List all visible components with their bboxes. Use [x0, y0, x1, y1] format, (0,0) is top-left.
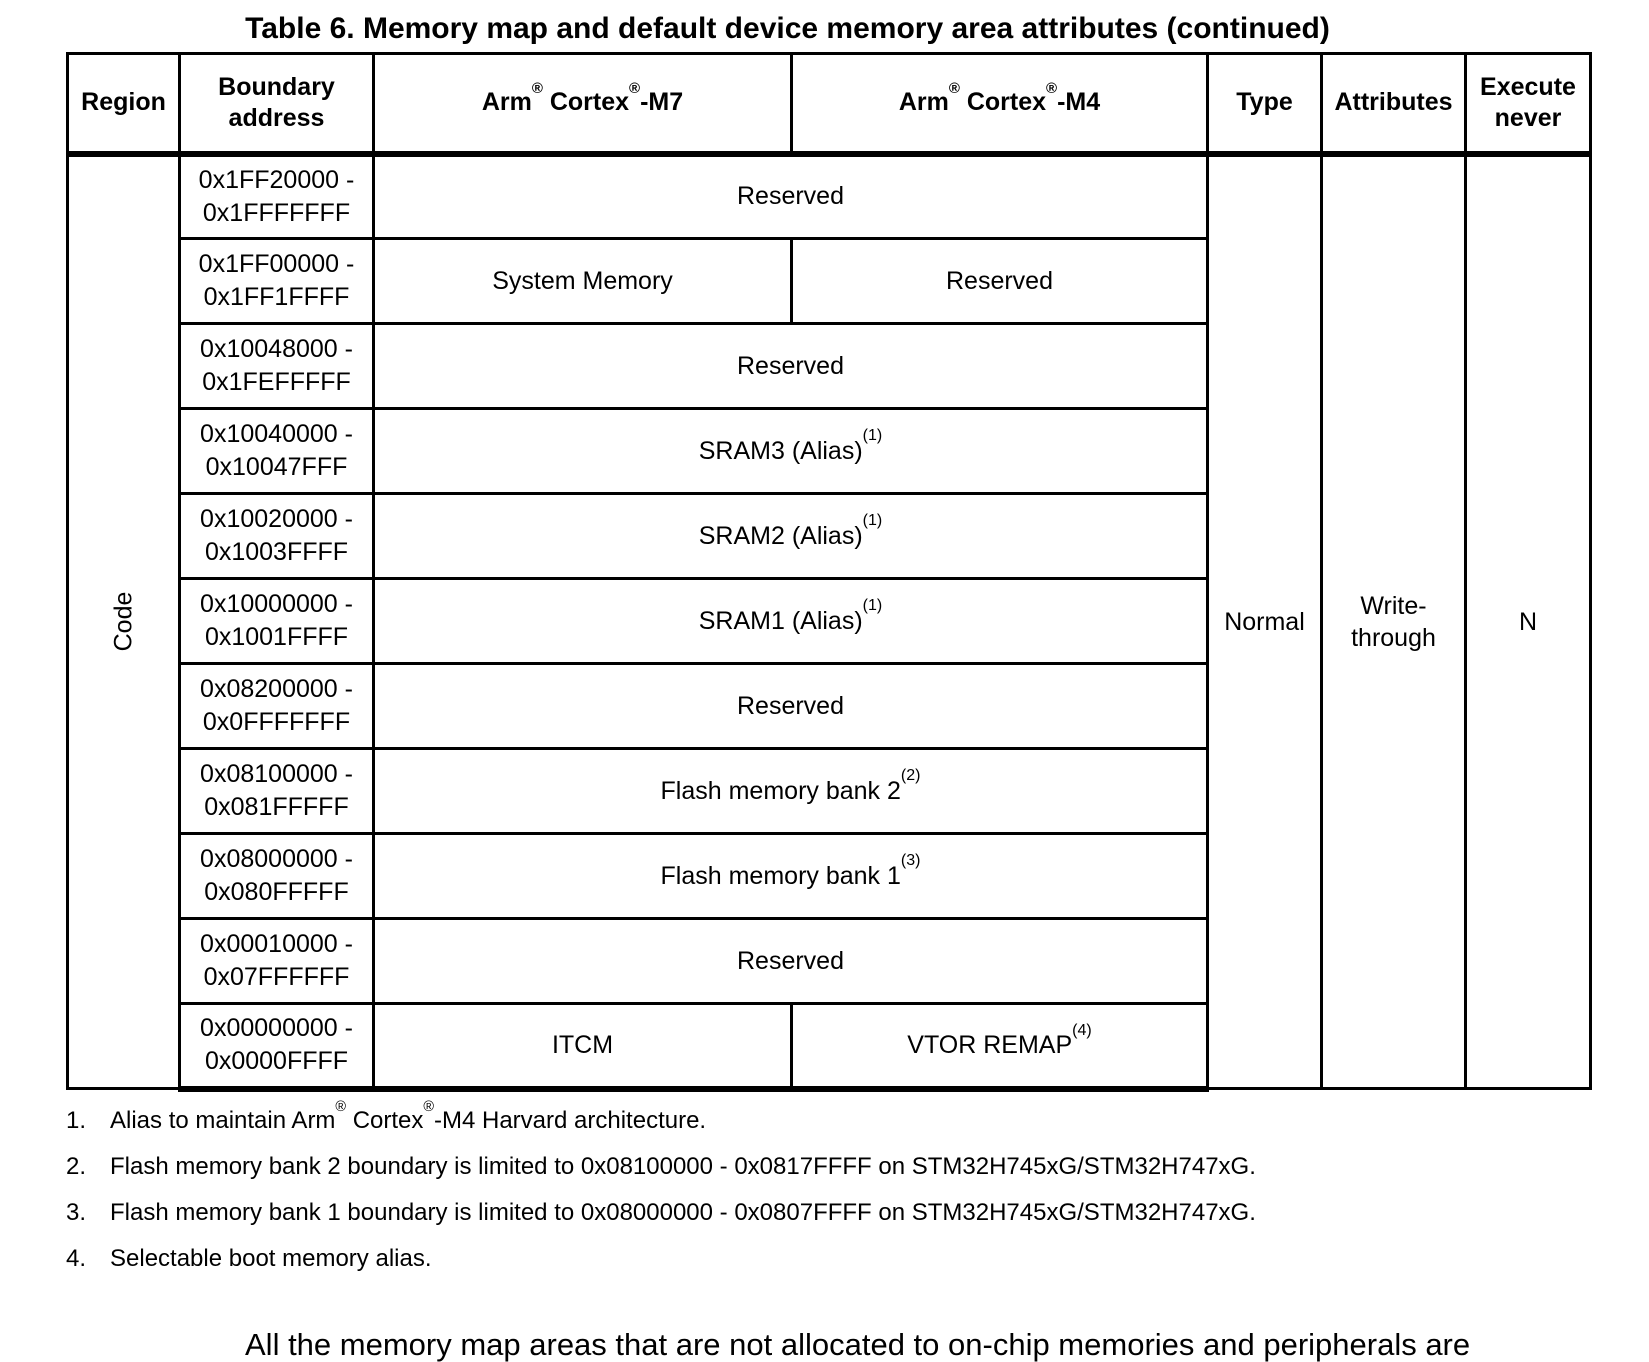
boundary-cell	[180, 324, 374, 409]
memory-area-cell	[374, 409, 1208, 494]
footnote-text: Flash memory bank 2 boundary is limited to 0x08100000 - 0x0817FFFF on STM32H745xG/STM32H747xG.	[110, 1153, 1256, 1180]
boundary-start: 0x08200000 -	[200, 675, 353, 703]
boundary-cell	[180, 154, 374, 239]
boundary-end: 0x1FF1FFFF	[203, 283, 350, 311]
boundary-cell	[180, 239, 374, 324]
boundary-end: 0x1001FFFF	[204, 623, 349, 651]
registered-mark-icon: ®	[629, 79, 641, 97]
header-execute-label: Execute never	[1480, 72, 1576, 132]
footnote-3	[66, 1200, 1596, 1225]
footnote-1-mid: Cortex	[346, 1107, 424, 1134]
m7-suffix: -M7	[640, 88, 684, 117]
footnote-1	[66, 1099, 1596, 1134]
boundary-start: 0x1FF20000 -	[198, 165, 355, 194]
header-execute-never	[1466, 54, 1591, 154]
boundary-end: 0x0000FFFF	[204, 1047, 349, 1076]
memory-area-cell	[374, 154, 1208, 239]
memory-area-label: ITCM	[551, 1030, 614, 1059]
boundary-start: 0x10000000 -	[200, 590, 353, 618]
boundary-cell	[180, 919, 374, 1004]
body-text: All the memory map areas that are not allocated to on-chip memories and peripherals are	[245, 1327, 1471, 1362]
footnote-number: 3.	[66, 1199, 87, 1226]
memory-area-label: Flash memory bank 1	[660, 861, 901, 890]
boundary-cell	[180, 664, 374, 749]
boundary-start: 0x10040000 -	[200, 420, 353, 448]
header-type	[1208, 54, 1322, 154]
boundary-end: 0x10047FFF	[205, 453, 348, 481]
registered-mark-icon: ®	[423, 1099, 434, 1116]
boundary-start: 0x08100000 -	[200, 760, 353, 788]
header-boundary-address	[180, 54, 374, 154]
table-row	[68, 154, 1591, 239]
footnote-number: 4.	[66, 1245, 87, 1272]
m7-mid: Cortex	[542, 88, 630, 117]
memory-area-m7-cell	[374, 239, 792, 324]
memory-area-cell	[374, 834, 1208, 919]
memory-area-cell	[374, 494, 1208, 579]
boundary-end: 0x07FFFFFF	[203, 963, 350, 991]
header-region-label: Region	[81, 88, 166, 117]
m4-mid: Cortex	[959, 88, 1047, 117]
footnote-number: 2.	[66, 1153, 87, 1180]
boundary-start: 0x1FF00000 -	[198, 250, 355, 278]
memory-area-label: SRAM2 (Alias)	[698, 521, 863, 550]
boundary-cell	[180, 1004, 374, 1089]
execute-never-cell: N	[1466, 154, 1591, 1089]
footnote-ref: (4)	[1072, 1021, 1092, 1039]
memory-area-m4-cell	[792, 1004, 1208, 1089]
registered-mark-icon: ®	[1046, 79, 1058, 97]
boundary-end: 0x0FFFFFFF	[202, 708, 351, 736]
memory-area-cell	[374, 664, 1208, 749]
footnote-number: 1.	[66, 1107, 87, 1134]
boundary-end: 0x1FFFFFFF	[202, 198, 351, 227]
memory-area-label: Reserved	[737, 946, 844, 975]
memory-area-label: Reserved	[737, 351, 844, 380]
memory-area-cell	[374, 919, 1208, 1004]
memory-area-label: System Memory	[492, 266, 673, 295]
header-cortex-m7	[374, 54, 792, 154]
footnote-ref: (3)	[900, 852, 921, 870]
footnote-ref: (1)	[862, 512, 883, 530]
header-boundary-label: Boundary address	[218, 72, 335, 132]
m4-brand: Arm	[898, 88, 949, 117]
table-title: Table 6. Memory map and default device memory area attributes (continued)	[245, 12, 1330, 45]
memory-area-label: SRAM1 (Alias)	[698, 606, 863, 635]
type-cell: Normal	[1208, 154, 1322, 1089]
footnotes-section	[66, 1099, 1596, 1292]
boundary-start: 0x00010000 -	[200, 930, 353, 958]
boundary-start: 0x08000000 -	[200, 845, 353, 873]
footnote-1-post: -M4 Harvard architecture.	[434, 1107, 707, 1134]
header-row	[68, 54, 1591, 154]
footnote-text: Flash memory bank 1 boundary is limited to 0x08000000 - 0x0807FFFF on STM32H745xG/STM32H747xG.	[110, 1199, 1256, 1226]
m7-brand: Arm	[481, 88, 532, 117]
header-type-label: Type	[1236, 88, 1293, 117]
registered-mark-icon: ®	[531, 79, 543, 97]
footnote-ref: (1)	[862, 597, 883, 615]
boundary-end: 0x080FFFFF	[204, 878, 349, 906]
boundary-end: 0x1FEFFFFF	[202, 368, 351, 396]
registered-mark-icon: ®	[335, 1099, 347, 1116]
memory-area-cell	[374, 749, 1208, 834]
boundary-cell	[180, 494, 374, 579]
memory-area-m7-cell	[374, 1004, 792, 1089]
memory-map-table	[66, 52, 1592, 1092]
boundary-start: 0x00000000 -	[200, 1014, 353, 1043]
memory-area-label: SRAM3 (Alias)	[698, 436, 863, 465]
header-cortex-m4	[792, 54, 1208, 154]
boundary-start: 0x10020000 -	[200, 505, 353, 533]
memory-area-label: Reserved	[737, 691, 844, 720]
boundary-cell	[180, 579, 374, 664]
footnote-text	[110, 1099, 1596, 1134]
memory-area-label: VTOR REMAP	[907, 1030, 1073, 1059]
memory-area-cell	[374, 579, 1208, 664]
attributes-cell: Write-through	[1322, 154, 1466, 1089]
footnote-1-pre: Alias to maintain Arm	[110, 1107, 336, 1134]
memory-area-label: Flash memory bank 2	[660, 776, 901, 805]
header-attributes-label: Attributes	[1334, 88, 1453, 117]
memory-area-cell	[374, 324, 1208, 409]
region-code-label: Code	[108, 591, 137, 652]
footnote-ref: (2)	[900, 767, 921, 785]
boundary-end: 0x081FFFFF	[204, 793, 349, 821]
header-region	[68, 54, 180, 154]
m4-suffix: -M4	[1057, 88, 1101, 117]
footnote-ref: (1)	[862, 427, 883, 445]
boundary-cell	[180, 409, 374, 494]
footnote-text: Selectable boot memory alias.	[110, 1245, 432, 1272]
header-attributes	[1322, 54, 1466, 154]
memory-area-label: Reserved	[946, 266, 1053, 295]
memory-area-label: Reserved	[737, 182, 844, 211]
region-code-cell	[68, 154, 180, 1089]
footnote-2	[66, 1154, 1596, 1179]
boundary-cell	[180, 749, 374, 834]
registered-mark-icon: ®	[948, 79, 960, 97]
memory-area-m4-cell	[792, 239, 1208, 324]
boundary-end: 0x1003FFFF	[204, 538, 349, 566]
footnote-4	[66, 1246, 1596, 1271]
boundary-start: 0x10048000 -	[200, 335, 353, 363]
boundary-cell	[180, 834, 374, 919]
